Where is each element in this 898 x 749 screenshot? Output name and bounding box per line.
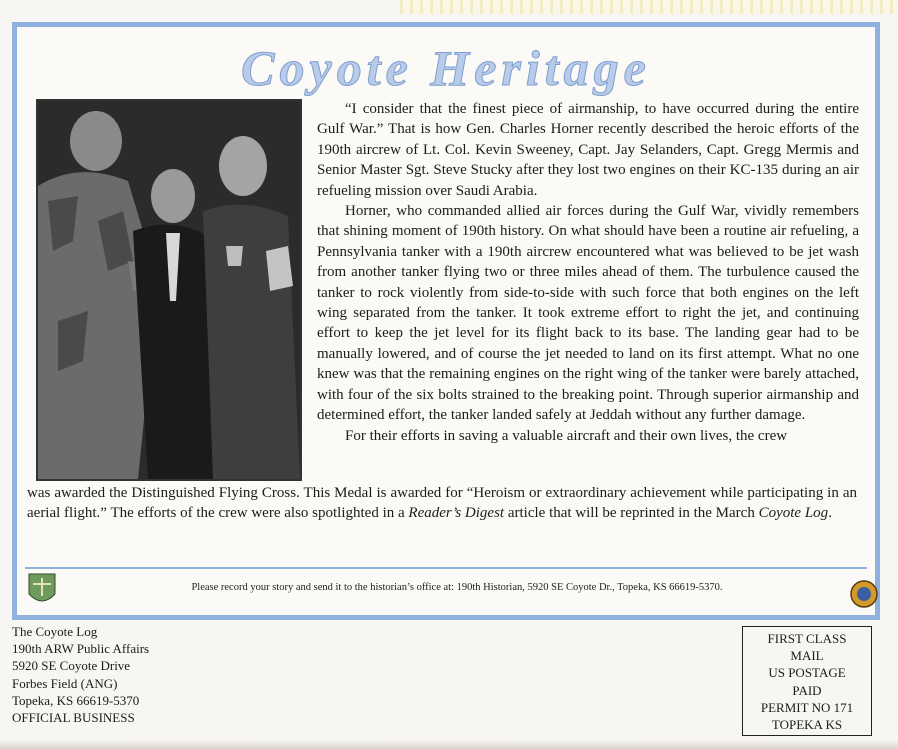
article-paragraph-1: “I consider that the finest piece of airmanship, to have occurred during the entire Gulf War.” That is how Gen. Charles Horner recently described the heroic efforts of the 190th aircrew of Lt. Col. Kevin Sweeney, Capt. Jay Selanders, Capt. Gregg Mermis and Senior Master Sgt. Steve Stucky after they lost two engines on their KC-135 during an air refueling mission over Saudi Arabia. <box>317 101 859 199</box>
address-line: Topeka, KS 66619-5370 <box>12 692 140 708</box>
coyote-log-title: Coyote Log <box>758 505 829 522</box>
article-paragraph-3-start: For their efforts in saving a valuable aircraft and their own lives, the crew <box>345 427 788 444</box>
postage-line: PAID <box>792 682 822 698</box>
scan-edge-bottom <box>0 740 898 749</box>
postage-line: PERMIT NO 171 <box>760 699 854 715</box>
award-ceremony-photo <box>36 99 302 481</box>
postage-line: US POSTAGE <box>768 665 846 681</box>
page-title: Coyote Heritage <box>241 40 651 96</box>
postage-line: FIRST CLASS <box>767 631 847 646</box>
divider <box>25 567 867 569</box>
address-line: The Coyote Log <box>12 624 98 639</box>
address-line: Forbes Field (ANG) <box>12 675 118 691</box>
postage-line: MAIL <box>790 648 824 664</box>
article-paragraph-2: Horner, who commanded allied air forces during the Gulf War, vividly remembers that shining moment of 190th history. On what should have been a routine air refueling, a Pennsylvania tanker with a 190th aircrew encountered what was believed to be jet wash from another tanker flying two or three miles ahead of them. The turbulence caused the tanker to rock violently from side-to-side with such force that both engines on the left wing separated from the tanker. It took extreme effort to right the jet, and continuing effort to keep the jet level for its flight back to its base. The landing gear had to be manually lowered, and of course the jet needed to land on its first attempt. What no one knew was that the remaining engines on the right wing of the tanker were barely attached, with four of the six bolts strained to the breaking point. Through superior airmanship and determined effort, the tanker landed safely at Jeddah without any further damage. <box>317 203 859 424</box>
postage-indicia <box>742 626 872 736</box>
heritage-panel <box>12 22 880 620</box>
article-column <box>317 99 859 446</box>
address-line: OFFICIAL BUSINESS <box>12 710 135 726</box>
postage-line: TOPEKA KS <box>771 717 843 733</box>
scan-edge <box>400 0 898 14</box>
article-continuation <box>27 483 857 524</box>
unit-patch-icon <box>849 579 879 609</box>
address-line: 190th ARW Public Affairs <box>12 641 150 657</box>
return-address <box>12 623 149 726</box>
article-paragraph-3-rest: was awarded the Distinguished Flying Cross. This Medal is awarded for “Heroism or extraordinary achievement while participating in an aerial flight.” The efforts of the crew were also spotlighted in a Reader’s Digest article that will be reprinted in the March Coyote Log. <box>27 485 857 522</box>
address-line: 5920 SE Coyote Drive <box>12 658 131 674</box>
historian-note: Please record your story and send it to the historian’s office at: 190th Historian, 5920 SE Coyote Dr., Topeka, KS 66619-5370. <box>191 582 723 593</box>
photo-figures-image <box>38 101 300 479</box>
readers-digest-title: Reader’s Digest <box>408 505 505 522</box>
wing-shield-icon <box>27 572 57 608</box>
